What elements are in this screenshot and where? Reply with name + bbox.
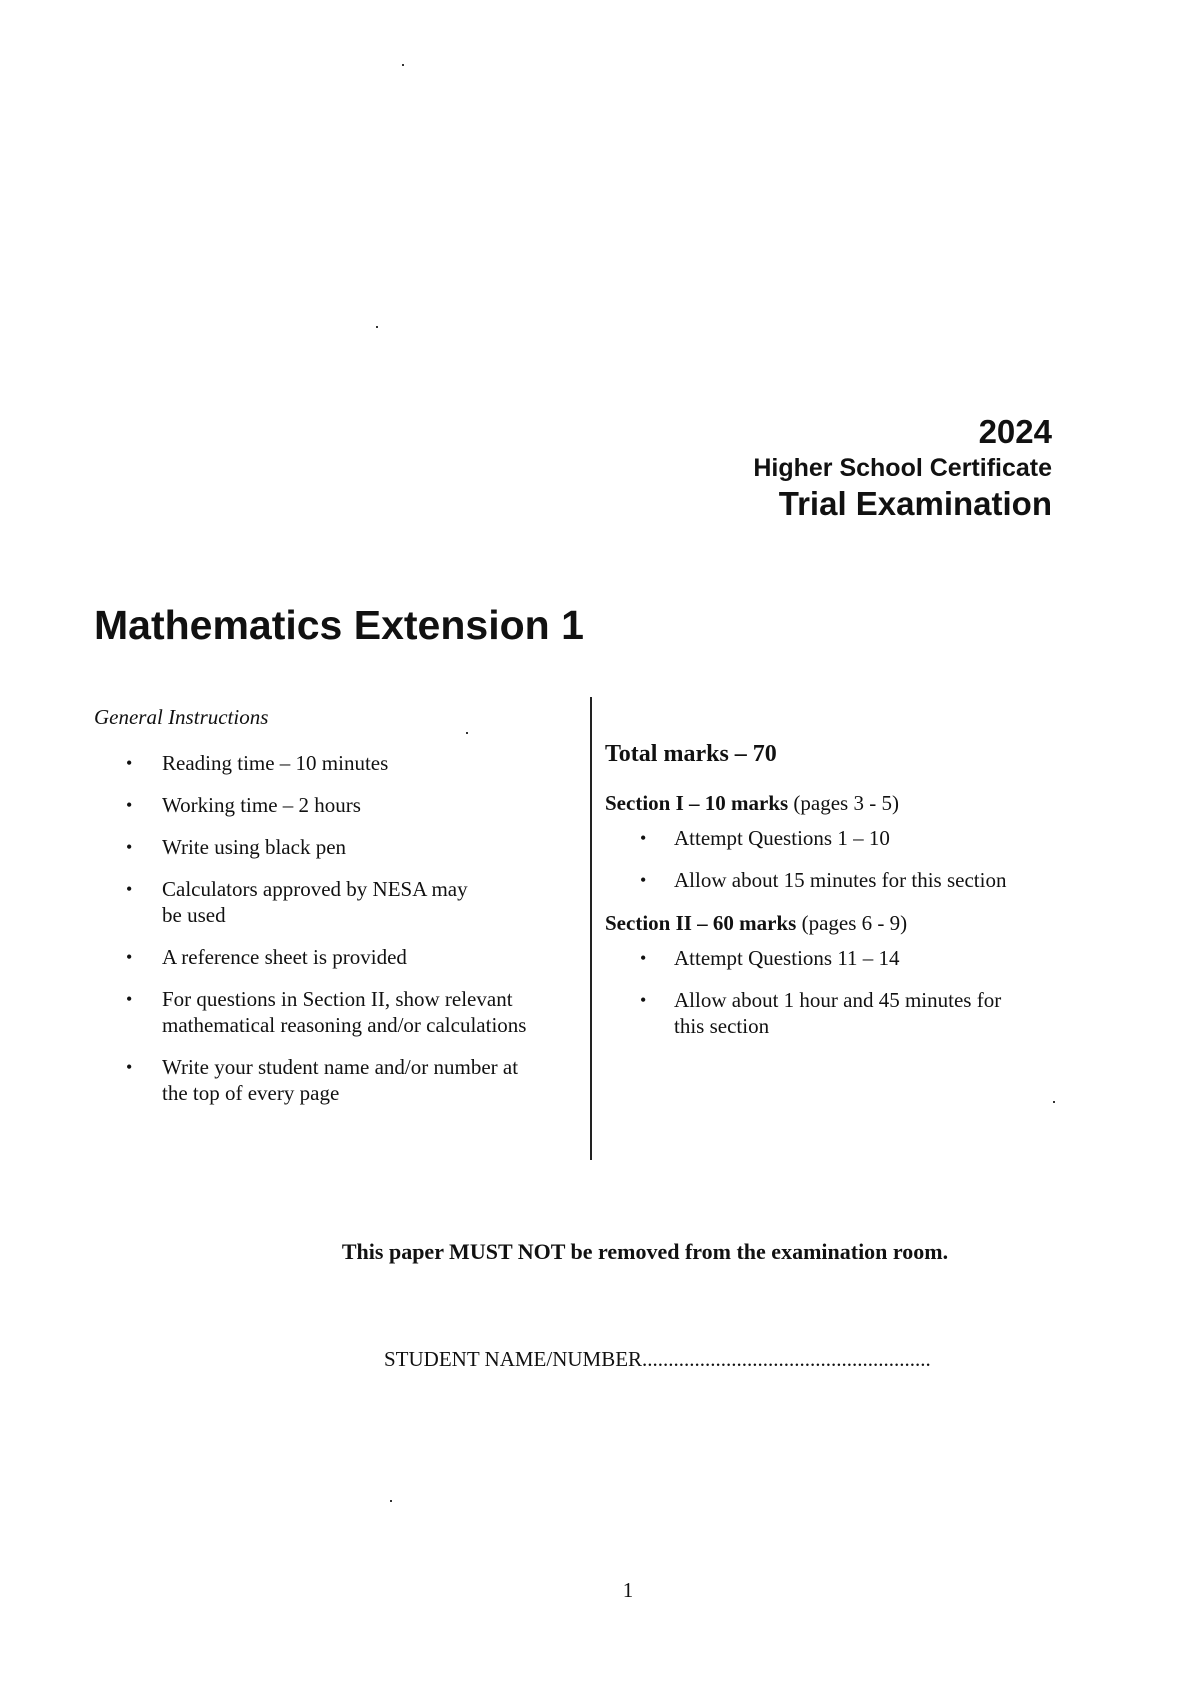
bullet-icon: • <box>640 990 647 1010</box>
student-dots: ....................................................... <box>642 1347 931 1371</box>
page-number: 1 <box>622 1578 634 1602</box>
column-divider <box>590 697 592 1160</box>
student-label: STUDENT NAME/NUMBER <box>384 1347 643 1371</box>
section-1-list <box>605 825 1075 893</box>
exam-header <box>753 412 1052 524</box>
general-instructions <box>94 703 564 1122</box>
exam-year: 2024 <box>978 413 1052 450</box>
list-item <box>605 867 1075 893</box>
section-1-pages: (pages 3 - 5) <box>793 791 899 815</box>
instruction-text: Calculators approved by NESA may be used <box>162 877 468 927</box>
bullet-icon: • <box>126 879 133 899</box>
bullet-icon: • <box>126 1057 133 1077</box>
bullet-icon: • <box>126 795 133 815</box>
section-1-title: Section I – 10 marks <box>605 791 789 815</box>
list-item <box>94 876 564 928</box>
bullet-icon: • <box>640 828 647 848</box>
instruction-text: For questions in Section II, show relevant mathematical reasoning and/or calculations <box>162 987 527 1037</box>
list-item <box>94 986 564 1038</box>
list-item <box>94 1054 564 1106</box>
bullet-icon: • <box>126 753 133 773</box>
list-item <box>94 834 564 860</box>
instructions-heading: General Instructions <box>94 705 269 729</box>
bullet-icon: • <box>126 989 133 1009</box>
scan-speck <box>402 64 404 66</box>
section-2-heading <box>605 909 1075 937</box>
bullet-icon: • <box>126 947 133 967</box>
section-2-list <box>605 945 1075 1039</box>
notice-text: This paper MUST NOT be removed from the examination room. <box>341 1239 949 1264</box>
section-1-item: Attempt Questions 1 – 10 <box>674 826 890 850</box>
exam-title: Trial Examination <box>778 485 1052 522</box>
list-item <box>94 750 564 776</box>
total-marks: Total marks – 70 <box>605 741 777 767</box>
instruction-text: A reference sheet is provided <box>162 945 407 969</box>
list-item <box>94 792 564 818</box>
student-name-field <box>384 1345 931 1373</box>
list-item <box>605 945 1075 971</box>
section-1-item: Allow about 15 minutes for this section <box>674 868 1007 892</box>
instruction-text: Working time – 2 hours <box>162 793 361 817</box>
section-2-item: Attempt Questions 11 – 14 <box>674 946 900 970</box>
instruction-text: Reading time – 10 minutes <box>162 751 389 775</box>
removal-notice <box>0 1237 1200 1267</box>
instructions-list <box>94 750 564 1106</box>
bullet-icon: • <box>640 870 647 890</box>
instruction-text: Write using black pen <box>162 835 347 859</box>
certificate-title: Higher School Certificate <box>753 454 1052 482</box>
scan-speck <box>376 326 378 328</box>
instruction-text: Write your student name and/or number at the top of every page <box>162 1055 519 1105</box>
section-2-title: Section II – 60 marks <box>605 911 797 935</box>
scan-speck <box>1053 1101 1055 1103</box>
scan-speck <box>390 1500 392 1502</box>
list-item <box>605 987 1075 1039</box>
marks-summary <box>605 737 1075 1055</box>
list-item <box>94 944 564 970</box>
subject-title: Mathematics Extension 1 <box>94 602 584 648</box>
section-2-pages: (pages 6 - 9) <box>801 911 908 935</box>
bullet-icon: • <box>640 948 647 968</box>
section-2-item: Allow about 1 hour and 45 minutes for this section <box>674 988 1002 1038</box>
section-1-heading <box>605 789 1075 817</box>
list-item <box>605 825 1075 851</box>
bullet-icon: • <box>126 837 133 857</box>
